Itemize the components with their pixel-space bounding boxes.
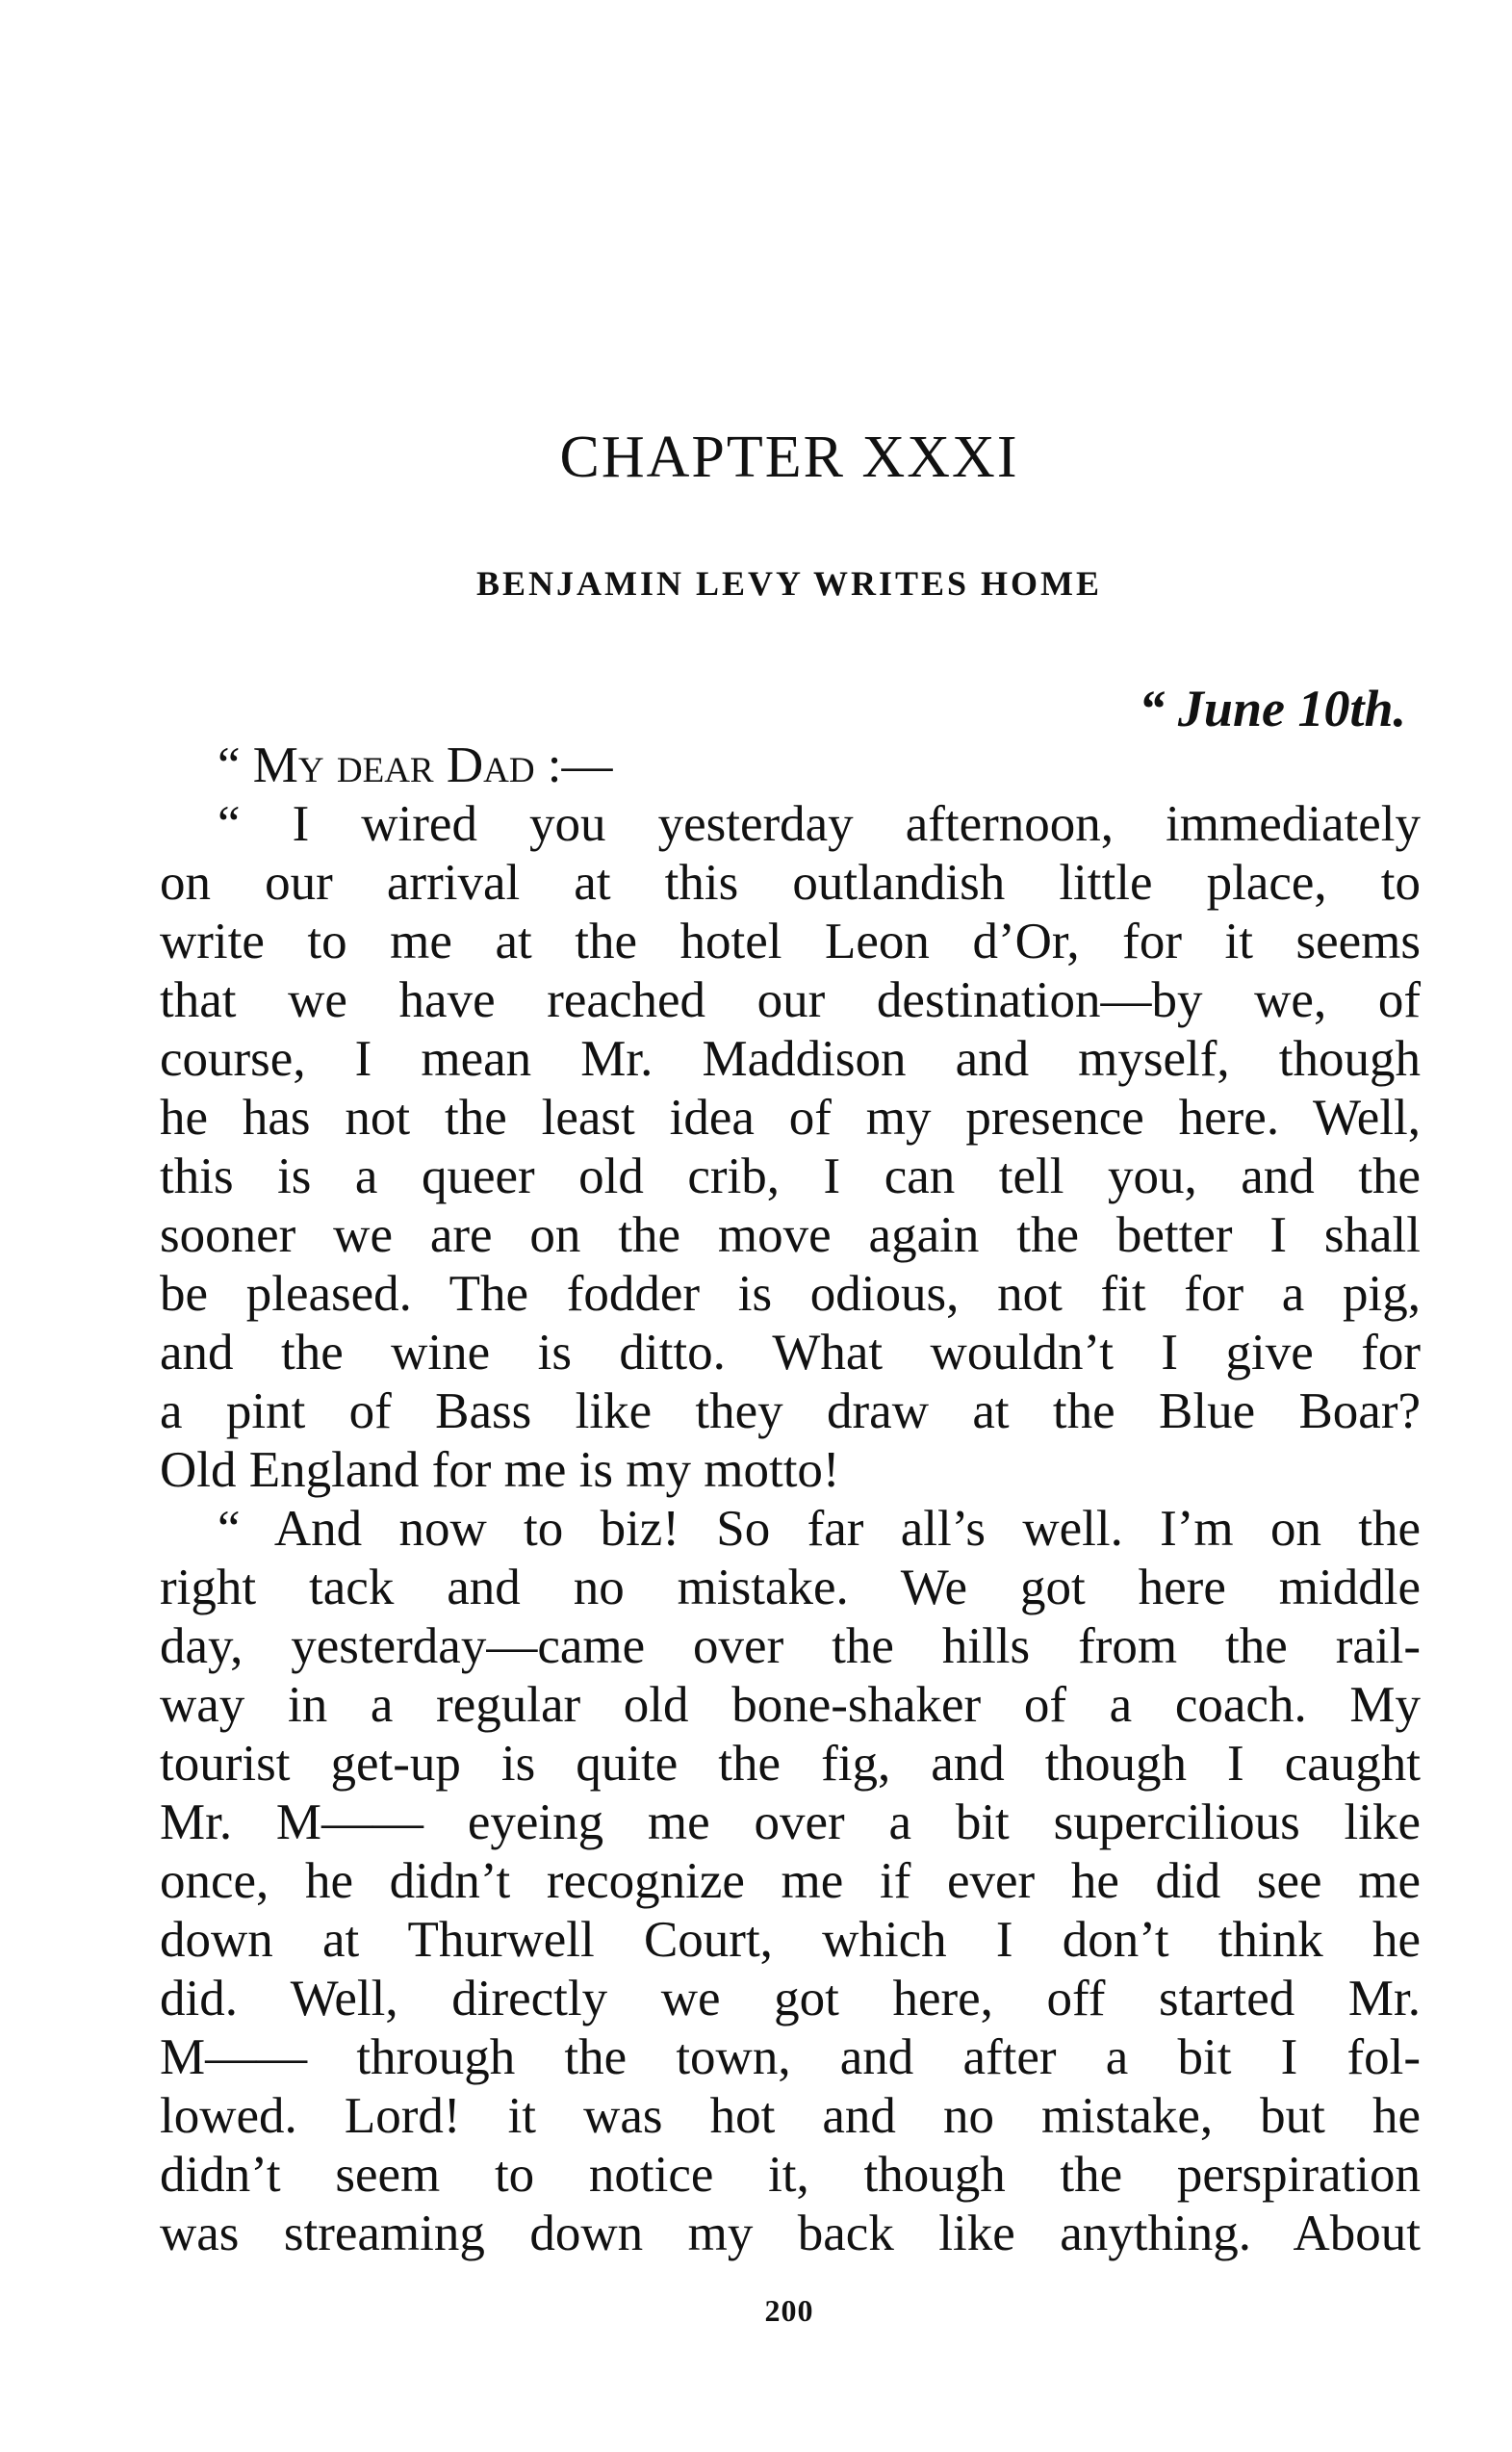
text-line: and the wine is ditto. What wouldn’t I give for <box>160 1325 1421 1381</box>
chapter-title: CHAPTER XXXI <box>559 425 1019 490</box>
text-line: once, he didn’t recognize me if ever he did see me <box>160 1853 1421 1909</box>
text-line: on our arrival at this outlandish little place, to <box>160 855 1421 911</box>
text-line: didn’t seem to notice it, though the perspiration <box>160 2147 1421 2203</box>
page-number: 200 <box>764 2293 814 2328</box>
text-line: be pleased. The fodder is odious, not fit for a pig, <box>160 1266 1421 1322</box>
text-line: tourist get-up is quite the fig, and though I caught <box>160 1736 1421 1792</box>
text-line: course, I mean Mr. Maddison and myself, though <box>160 1031 1421 1087</box>
text-line: lowed. Lord! it was hot and no mistake, but he <box>160 2088 1421 2144</box>
text-line: sooner we are on the move again the better I shall <box>160 1207 1421 1263</box>
text-line: that we have reached our destination—by we, of <box>160 972 1421 1028</box>
text-line: Old England for me is my motto! <box>160 1442 840 1498</box>
text-line: M—— through the town, and after a bit I fol- <box>160 2029 1421 2085</box>
text-line: did. Well, directly we got here, off started Mr. <box>160 1971 1421 2026</box>
text-line: a pint of Bass like they draw at the Blue Boar? <box>160 1383 1421 1439</box>
text-line: day, yesterday—came over the hills from the rail- <box>160 1618 1421 1674</box>
text-line: write to me at the hotel Leon d’Or, for it seems <box>160 914 1421 969</box>
letter-body <box>160 736 1421 2263</box>
chapter-subtitle: BENJAMIN LEVY WRITES HOME <box>475 564 1103 603</box>
text-line: Mr. M—— eyeing me over a bit supercilious like <box>160 1794 1421 1850</box>
text-line: way in a regular old bone-shaker of a coach. My <box>160 1677 1421 1733</box>
text-line: “ I wired you yesterday afternoon, immediately <box>218 796 1421 852</box>
letter-dateline: “ June 10th. <box>1139 680 1406 737</box>
letter-salutation: “ My dear Dad :— <box>218 737 613 793</box>
text-line: he has not the least idea of my presence here. Well, <box>160 1090 1421 1146</box>
text-line: right tack and no mistake. We got here middle <box>160 1560 1421 1615</box>
text-line: this is a queer old crib, I can tell you, and the <box>160 1149 1421 1204</box>
text-line: was streaming down my back like anything. About <box>160 2206 1421 2261</box>
text-line: down at Thurwell Court, which I don’t think he <box>160 1912 1421 1968</box>
text-line: “ And now to biz! So far all’s well. I’m on the <box>218 1501 1421 1557</box>
